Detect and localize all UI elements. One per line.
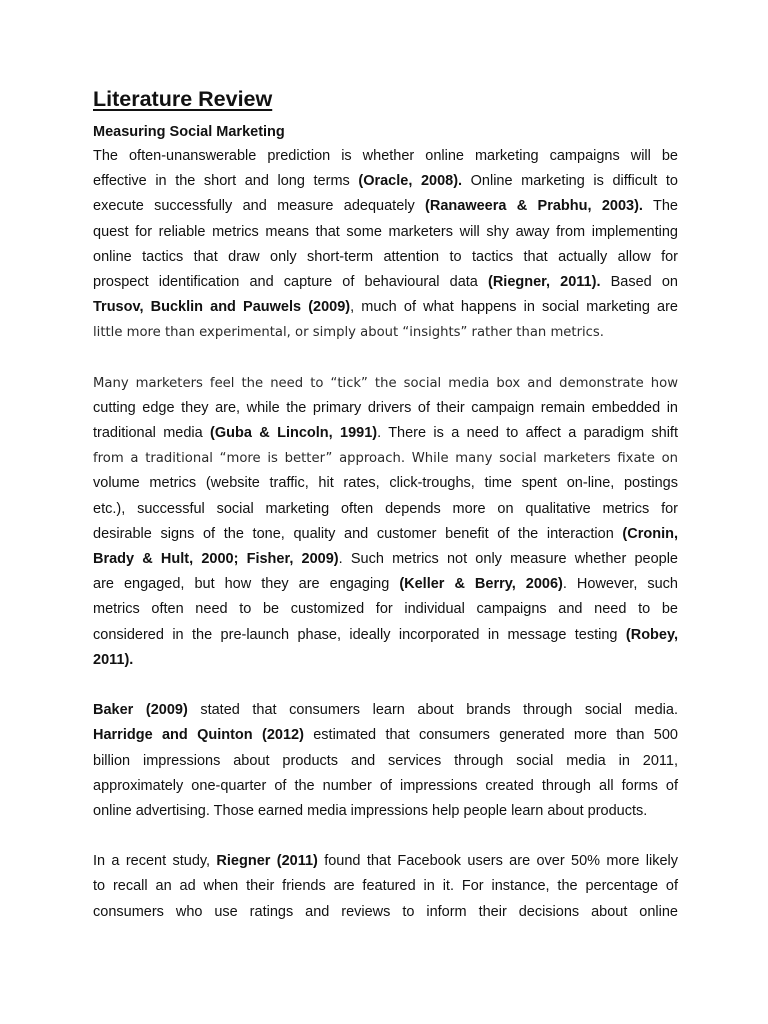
paragraph-spacer <box>93 824 678 849</box>
text-run: , much of what happens in social marketing are <box>350 299 678 316</box>
text-run: Based on <box>600 273 678 290</box>
text-run: found that Facebook users are over 50% more likely <box>317 853 678 870</box>
text-run: Many marketers feel the need to “tick” the social media box and demonstrate how <box>93 375 678 391</box>
citation: (Guba & Lincoln, 1991) <box>210 425 378 442</box>
text-line <box>93 749 678 774</box>
citation: Baker (2009) <box>93 702 188 719</box>
text-run: etc.), successful social marketing often depends more on qualitative metrics for <box>93 500 678 517</box>
text-line <box>93 799 678 824</box>
text-run: are engaged, but how they are engaging <box>93 576 400 593</box>
text-run: . However, such <box>562 576 678 593</box>
text-line <box>93 270 678 295</box>
text-line <box>93 245 678 270</box>
body-paragraph <box>93 371 678 673</box>
text-line <box>93 194 678 219</box>
text-line <box>93 774 678 799</box>
citation: Brady & Hult, 2000; Fisher, 2009) <box>93 551 339 567</box>
text-run: . There is a need to affect a paradigm shift <box>377 425 678 442</box>
text-line <box>93 220 678 245</box>
text-run: approximately one-quarter of the number of impressions created through all forms of <box>93 777 678 794</box>
text-line <box>93 446 678 471</box>
text-line <box>93 169 678 194</box>
body-paragraph <box>93 698 678 824</box>
text-line <box>93 572 678 597</box>
citation: (Keller & Berry, 2006) <box>399 576 563 593</box>
citation: Trusov, Bucklin and Pauwels (2009) <box>93 299 351 316</box>
text-run: from a traditional “more is better” approach. While many social marketers fixate on <box>93 451 678 467</box>
text-line <box>93 371 678 396</box>
document-body <box>93 144 678 925</box>
citation: (Ranaweera & Prabhu, 2003). <box>425 198 643 215</box>
text-run: considered in the pre-launch phase, ideally incorporated in message testing <box>93 626 626 643</box>
text-run: Online marketing is difficult to <box>462 173 678 190</box>
document-title: Literature Review <box>93 87 273 111</box>
text-run: desirable signs of the tone, quality and customer benefit of the interaction <box>93 525 623 542</box>
text-run: online advertising. Those earned media impressions help people learn about products. <box>93 802 648 819</box>
text-run: little more than experimental, or simply about “insights” rather than metrics. <box>93 325 604 341</box>
text-run: online tactics that draw only short-term attention to tactics that actually allow for <box>93 248 678 265</box>
text-run: The <box>642 198 678 215</box>
text-run: cutting edge they are, while the primary drivers of their campaign remain embedded in <box>93 399 678 416</box>
section-heading: Measuring Social Marketing <box>93 124 285 140</box>
text-line <box>93 723 678 748</box>
text-run: metrics often need to be customized for individual campaigns and need to be <box>93 601 678 618</box>
text-line <box>93 623 678 648</box>
text-line <box>93 547 678 572</box>
text-run: volume metrics (website traffic, hit rates, click-troughs, time spent on-line, postings <box>93 475 678 492</box>
text-run: execute successfully and measure adequately <box>93 198 426 215</box>
text-run: prospect identification and capture of behavioural data <box>93 273 488 290</box>
citation: 2011). <box>93 651 134 668</box>
text-run: billion impressions about products and services through social media in 2011, <box>93 752 678 769</box>
document-page <box>93 84 678 925</box>
text-run: quest for reliable metrics means that some marketers will shy away from implementing <box>93 223 678 240</box>
text-run: estimated that consumers generated more than 500 <box>303 727 678 744</box>
paragraph-spacer <box>93 673 678 698</box>
text-line <box>93 396 678 421</box>
text-run: In a recent study, <box>93 853 217 870</box>
text-run: stated that consumers learn about brands through social media. <box>187 702 678 719</box>
text-run: effective in the short and long terms <box>93 173 359 190</box>
text-line <box>93 900 678 925</box>
text-line <box>93 497 678 522</box>
text-run: consumers who use ratings and reviews to inform their decisions about online <box>93 903 678 920</box>
paragraph-spacer <box>93 346 678 371</box>
citation: Riegner (2011) <box>216 853 318 870</box>
body-paragraph <box>93 849 678 925</box>
citation: (Robey, <box>625 626 678 643</box>
text-run: . Such metrics not only measure whether people <box>338 551 678 567</box>
text-run: traditional media <box>93 425 211 442</box>
text-line <box>93 648 678 673</box>
body-paragraph <box>93 144 678 346</box>
text-line <box>93 597 678 622</box>
citation: (Riegner, 2011). <box>487 273 601 290</box>
text-line <box>93 471 678 496</box>
text-line <box>93 698 678 723</box>
citation: (Oracle, 2008). <box>358 173 463 190</box>
text-run: The often-unanswerable prediction is whether online marketing campaigns will be <box>93 148 678 164</box>
text-line <box>93 144 678 169</box>
text-line <box>93 421 678 446</box>
citation: Harridge and Quinton (2012) <box>93 727 304 744</box>
text-line <box>93 849 678 874</box>
text-line <box>93 320 678 345</box>
text-line <box>93 295 678 320</box>
text-line <box>93 522 678 547</box>
text-run: to recall an ad when their friends are featured in it. For instance, the percentage of <box>93 878 678 895</box>
citation: (Cronin, <box>622 525 678 542</box>
text-line <box>93 874 678 899</box>
